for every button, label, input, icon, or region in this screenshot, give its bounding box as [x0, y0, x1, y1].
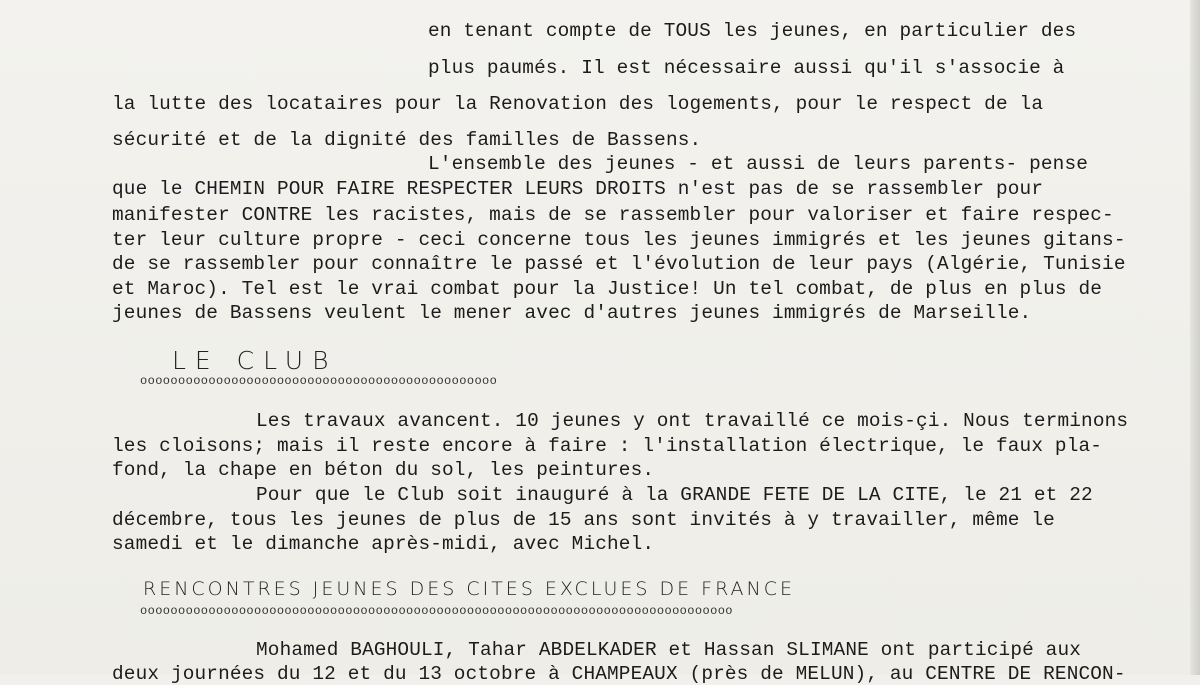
page-edge-shadow — [1190, 0, 1200, 675]
para2-line-5: de se rassembler pour connaître le passé et l'évolution de leur pays (Algérie, Tunisie — [112, 253, 1126, 275]
club-heading-underline: ooooooooooooooooooooooooooooooooooooooooooooooo — [140, 374, 498, 388]
club-para2-line-1: Pour que le Club soit inauguré à la GRANDE FETE DE LA CITE, le 21 et 22 — [256, 484, 1093, 506]
rencontres-heading: RENCONTRES JEUNES DES CITES EXCLUES DE FRANCE — [143, 578, 795, 600]
para1-line-3: la lutte des locataires pour la Renovation des logements, pour le respect de la — [112, 93, 1044, 115]
para2-line-1: L'ensemble des jeunes - et aussi de leurs parents- pense — [428, 153, 1089, 175]
rencontres-line-1: Mohamed BAGHOULI, Tahar ABDELKADER et Hassan SLIMANE ont participé aux — [256, 639, 1082, 661]
club-heading: LE CLUB — [172, 346, 338, 375]
rencontres-line-2: deux journées du 12 et du 13 octobre à CHAMPEAUX (près de MELUN), au CENTRE DE RENCON- — [112, 663, 1126, 685]
para2-line-6: et Maroc). Tel est le vrai combat pour la Justice! Un tel combat, de plus en plus de — [112, 278, 1103, 300]
para2-line-2: que le CHEMIN POUR FAIRE RESPECTER LEURS DROITS n'est pas de se rassembler pour — [112, 178, 1044, 200]
para1-line-1: en tenant compte de TOUS les jeunes, en particulier des — [428, 20, 1077, 42]
para2-line-7: jeunes de Bassens veulent le mener avec d'autres jeunes immigrés de Marseille. — [112, 302, 1032, 324]
rencontres-heading-underline: oooooooooooooooooooooooooooooooooooooooooooooooooooooooooooooooooooooooooooooo — [140, 604, 733, 618]
para1-line-4: sécurité et de la dignité des familles de Bassens. — [112, 129, 702, 151]
para2-line-3: manifester CONTRE les racistes, mais de se rassembler pour valoriser et faire respec- — [112, 204, 1114, 226]
club-para2-line-3: samedi et le dimanche après-midi, avec Michel. — [112, 533, 655, 555]
club-para2-line-2: décembre, tous les jeunes de plus de 15 ans sont invités à y travailler, même le — [112, 509, 1055, 531]
club-para1-line-2: les cloisons; mais il reste encore à faire : l'installation électrique, le faux pla- — [112, 435, 1103, 457]
para2-line-4: ter leur culture propre - ceci concerne tous les jeunes immigrés et les jeunes gitans- — [112, 229, 1126, 251]
club-para1-line-3: fond, la chape en béton du sol, les peintures. — [112, 459, 655, 481]
para1-line-2: plus paumés. Il est nécessaire aussi qu'il s'associe à — [428, 57, 1065, 79]
club-para1-line-1: Les travaux avancent. 10 jeunes y ont travaillé ce mois-çi. Nous terminons — [256, 410, 1129, 432]
